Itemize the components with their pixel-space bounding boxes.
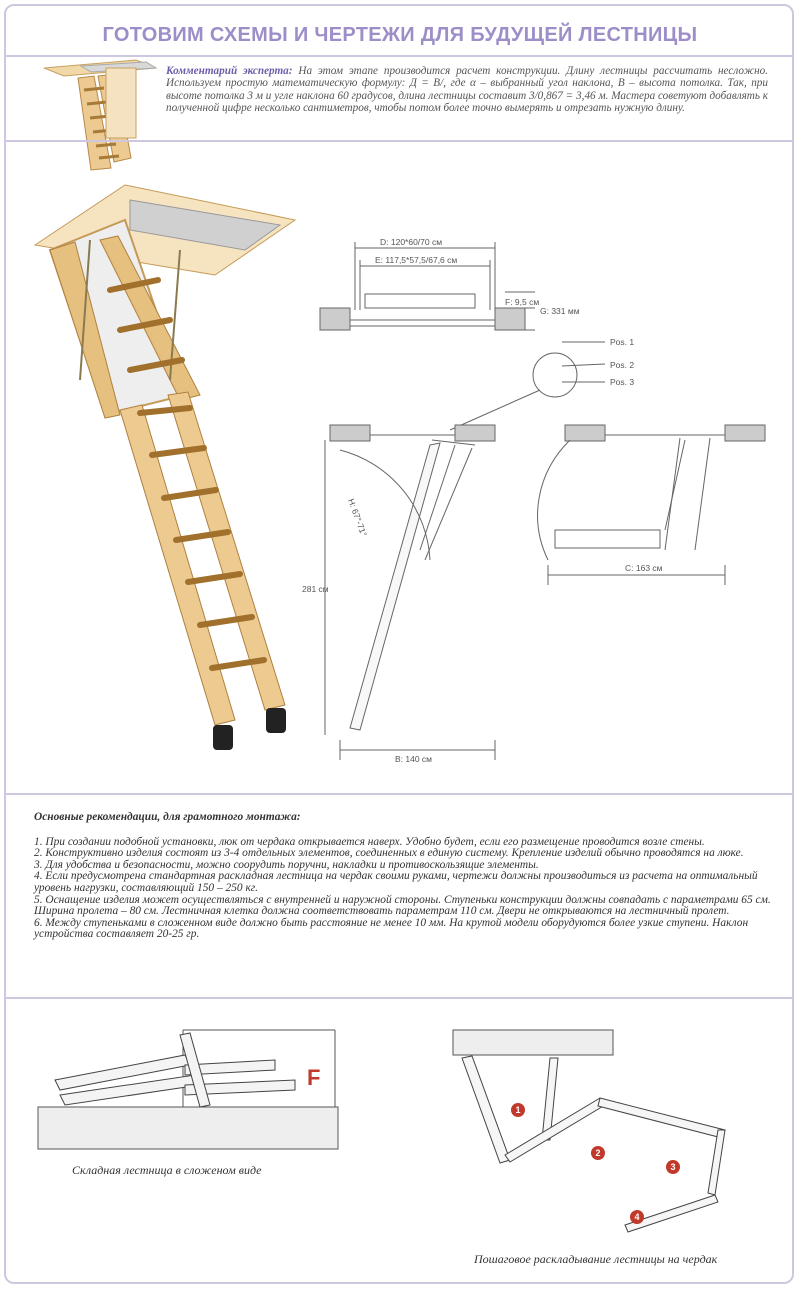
step-marker: 1 xyxy=(515,1105,521,1115)
pos-1: Pos. 1 xyxy=(610,337,635,347)
dim-f: F: 9,5 см xyxy=(505,297,540,307)
divider xyxy=(6,997,794,999)
ladder-illustration xyxy=(30,180,300,760)
step-marker: 3 xyxy=(670,1162,676,1172)
technical-drawing xyxy=(300,230,780,770)
dim-g: G: 331 мм xyxy=(540,306,580,316)
divider xyxy=(6,793,794,795)
rec-item: 2. Конструктивно изделия состоят из 3-4 отдельных элементов, соединенных в единую систему. Крепление изделий обычно проводятся на люке. xyxy=(34,847,744,860)
rec-item: 5. Оснащение изделия может осуществляться с внутренней и наружной стороны. Ступеньки конструкции должны совпадать с параметрами 65 см. Ширина пролета – 80 см. Лестничная клетка должна соответствовать параметрам 110 см. Двери не открываются на лестничный пролет. xyxy=(34,893,771,918)
page-title: ГОТОВИМ СХЕМЫ И ЧЕРТЕЖИ ДЛЯ БУДУЩЕЙ ЛЕСТНИЦЫ xyxy=(102,24,698,46)
divider xyxy=(6,55,794,57)
expert-text: На этом этапе производится расчет конструкции. Длину лестницы рассчитать несложно. Используем простую математическую формулу: Д = В/, где α – выбранный угол наклона, В – высота потолка. Так, при высоте потолка 3 м и угле наклона 60 градусов, длина лестницы составит 3/0,867 = 3,46 м. Мастера советуют добавлять к полученной цифре несколько сантиметров, чтобы потом более точно вымерять и отрезать нужную длину. xyxy=(166,65,769,115)
dim-d: D: 120*60/70 см xyxy=(380,237,443,247)
folded-ladder-drawing xyxy=(35,1025,355,1155)
f-label: F xyxy=(307,1065,321,1090)
dim-e: E: 117,5*57,5/67,6 см xyxy=(375,255,458,265)
ladder-thumbnail xyxy=(36,58,161,173)
expert-comment xyxy=(166,65,768,115)
angle-label: H: 67°-71° xyxy=(346,497,369,538)
divider xyxy=(6,140,794,142)
recommendations-heading: Основные рекомендации, для грамотного монтажа: xyxy=(34,811,301,823)
rec-item: 4. Если предусмотрена стандартная раскладная лестница на чердак своими руками, чертежи должны производиться из расчета на оптимальный уровень нагрузки, составляющий 150 – 250 кг. xyxy=(34,870,758,894)
step-marker: 2 xyxy=(595,1148,601,1158)
unfolding-steps-drawing xyxy=(450,1030,770,1225)
rec-item: 3. Для удобства и безопасности, можно соорудить поручни, накладки и противоскользящие элементы. xyxy=(34,858,539,871)
recommendations xyxy=(34,812,772,941)
rec-item: 6. Между ступеньками в сложенном виде должно быть расстояние не менее 10 мм. На крутой модели оборудуются более узкие ступени. Наклон устройства составляет 20-25 гр. xyxy=(34,916,749,941)
folded-caption: Складная лестница в сложеном виде xyxy=(72,1163,262,1177)
expert-label: Комментарий эксперта: xyxy=(166,65,293,77)
dim-c: C: 163 см xyxy=(625,563,663,573)
height-label: 281 см xyxy=(302,584,329,594)
dim-b: B: 140 см xyxy=(395,754,433,764)
steps-caption: Пошаговое раскладывание лестницы на чердак xyxy=(474,1252,718,1266)
step-marker: 4 xyxy=(634,1212,640,1222)
pos-3: Pos. 3 xyxy=(610,377,635,387)
rec-item: 1. При создании подобной установки, люк от чердака открывается наверх. Удобно будет, если его размещение проводится возле стены. xyxy=(34,835,705,848)
pos-2: Pos. 2 xyxy=(610,360,635,370)
